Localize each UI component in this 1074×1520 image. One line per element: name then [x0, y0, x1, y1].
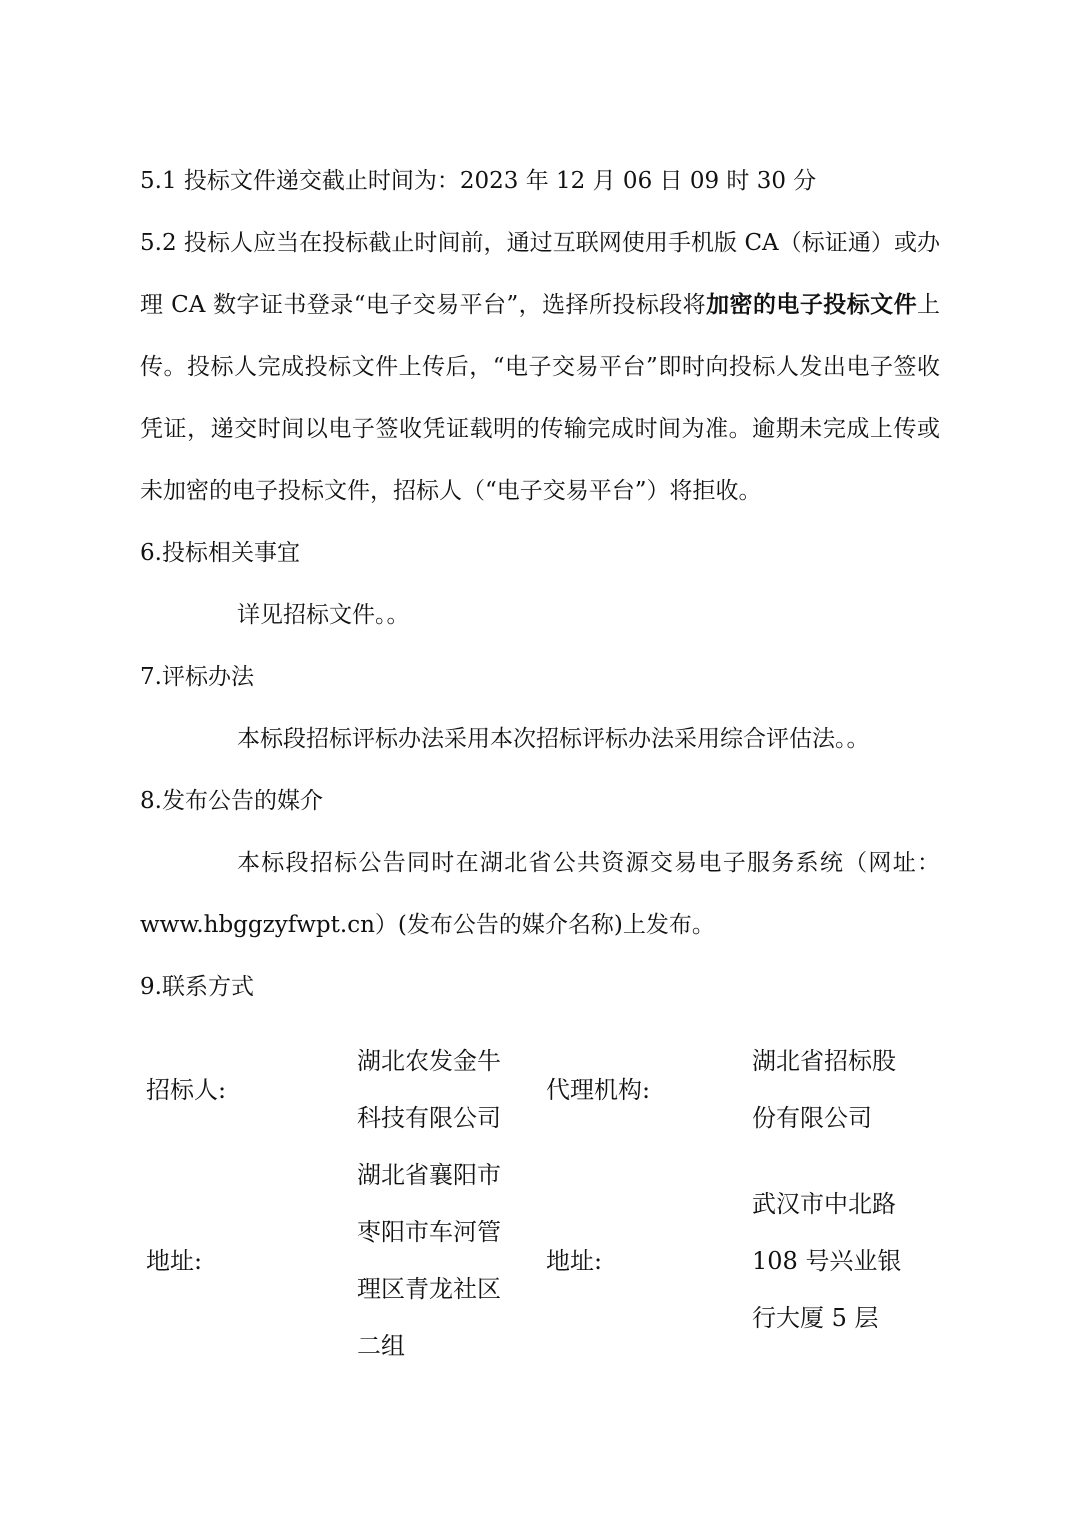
tenderer-address-label: 地址: — [146, 1246, 203, 1275]
tenderer-value — [355, 1033, 540, 1147]
tenderer-address: 湖北省襄阳市枣阳市车河管理区青龙社区二组 — [357, 1161, 501, 1360]
section-5-2-text-b: 上传。投标人完成投标文件上传后，“电子交易平台”即时向投标人发出电子签收凭证，递交时间以电子签收凭证载明的传输完成时间为准。逾期未完成上传或未加密的电子投标文件，招标人（“电子交易平台”）将拒收。 — [140, 292, 941, 504]
contact-row-addresses — [140, 1147, 940, 1375]
section-5-2-text-a: 5.2 投标人应当在投标截止时间前，通过互联网使用手机版 CA（标证通）或办理 CA 数字证书登录“电子交易平台”，选择所投标段将 — [140, 230, 940, 318]
section-6-heading: 6.投标相关事宜 — [140, 540, 300, 566]
agency-value — [750, 1033, 940, 1147]
tenderer-label: 招标人: — [146, 1075, 227, 1104]
agency-address: 武汉市中北路 108 号兴业银行大厦 5 层 — [752, 1189, 902, 1332]
section-6-body: 详见招标文件。。 — [237, 602, 410, 628]
contact-row-names — [140, 1033, 940, 1147]
section-8-body: 本标段招标公告同时在湖北省公共资源交易电子服务系统（网址：www.hbggzyfwpt.cn）(发布公告的媒介名称)上发布。 — [140, 850, 940, 938]
tenderer-address-value — [355, 1147, 540, 1375]
contact-table — [140, 1033, 940, 1375]
section-9-heading: 9.联系方式 — [140, 974, 254, 1000]
section-7-heading: 7.评标办法 — [140, 664, 254, 690]
section-5-1-deadline: 5.1 投标文件递交截止时间为：2023 年 12 月 06 日 09 时 30 分 — [140, 168, 817, 194]
section-8-heading: 8.发布公告的媒介 — [140, 788, 323, 814]
section-7-body: 本标段招标评标办法采用本次招标评标办法采用综合评估法。。 — [237, 726, 870, 752]
agency-address-value — [750, 1147, 940, 1375]
section-5-2-bold-text: 加密的电子投标文件 — [706, 291, 918, 318]
section-5-2-submission — [140, 212, 940, 522]
agency-address-label: 地址: — [546, 1246, 603, 1275]
document-body — [140, 150, 940, 1018]
agency-label: 代理机构: — [546, 1075, 651, 1104]
agency-name: 湖北省招标股份有限公司 — [752, 1047, 896, 1132]
tenderer-name: 湖北农发金牛科技有限公司 — [357, 1047, 501, 1132]
